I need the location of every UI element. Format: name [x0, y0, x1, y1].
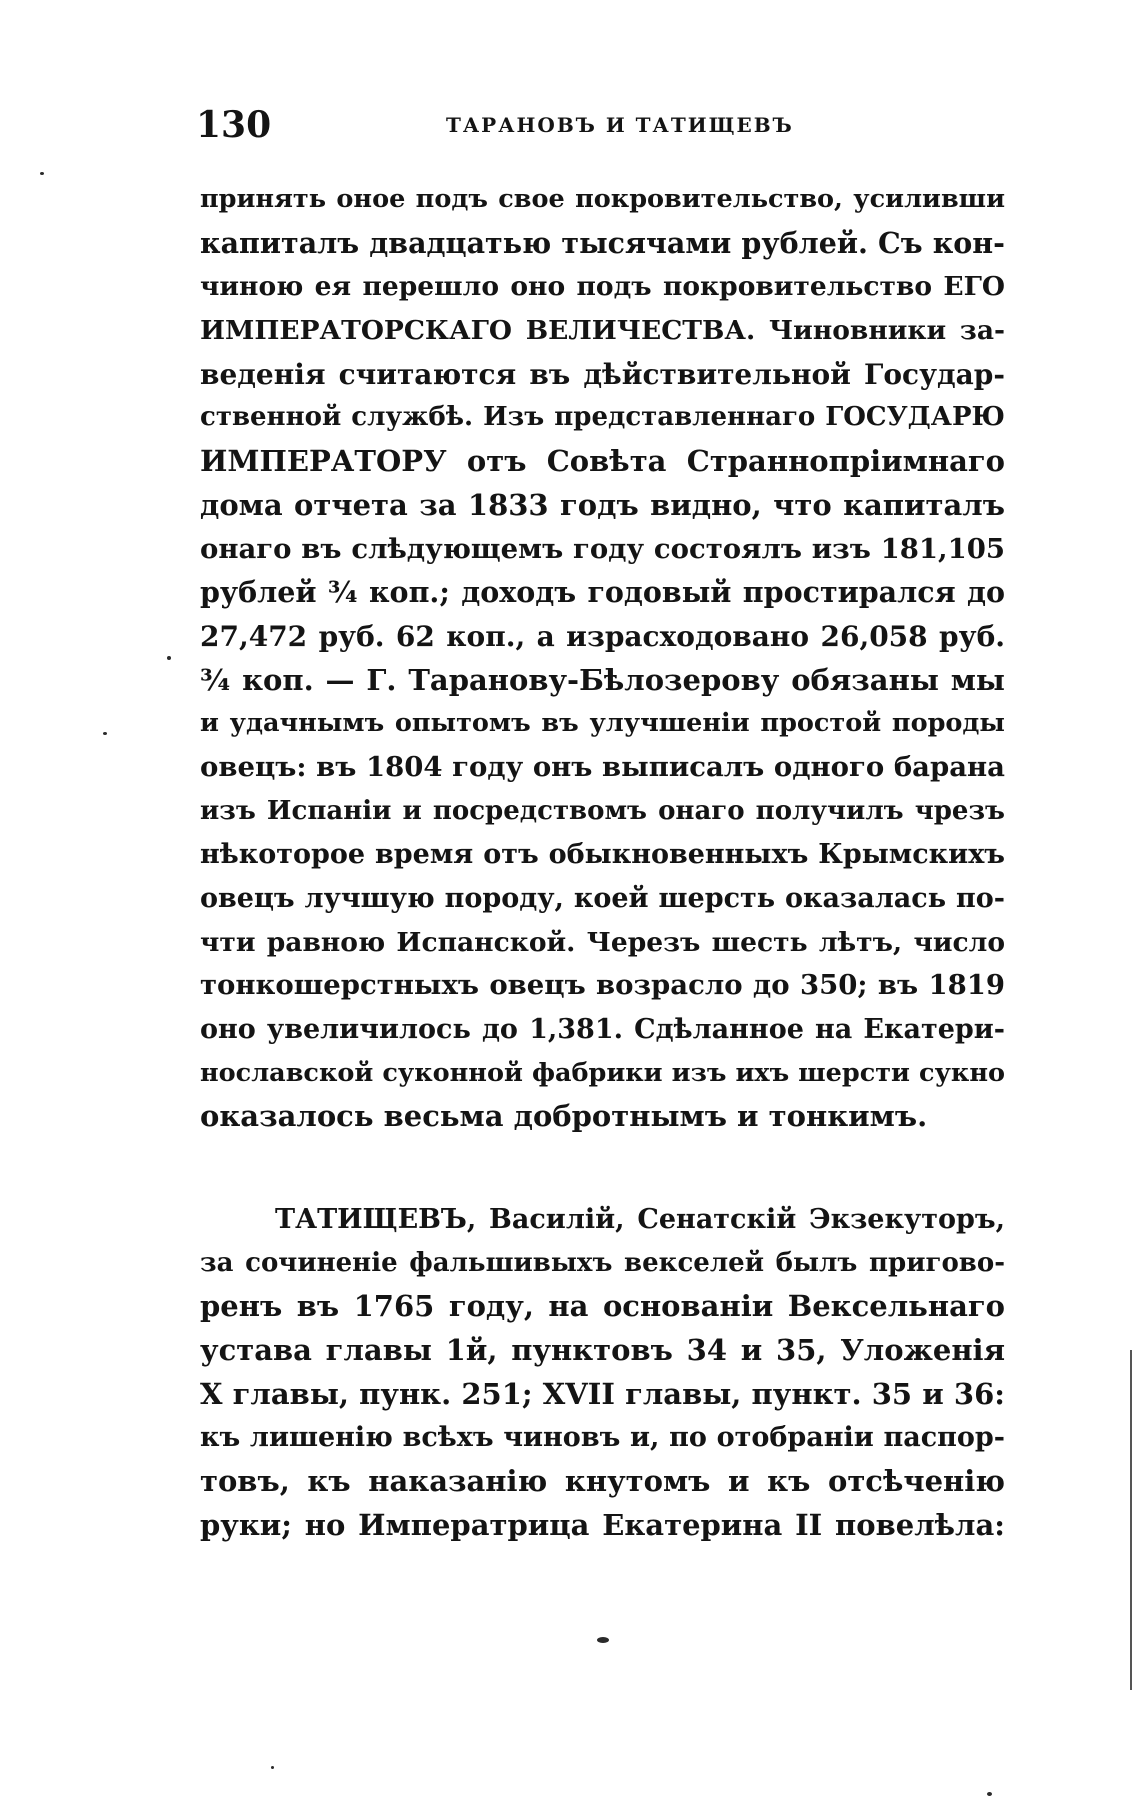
scan-speck	[103, 732, 107, 735]
running-head: ТАРАНОВЪ И ТАТИЩЕВЪ	[446, 113, 794, 137]
text-line: за сочиненіе фальшивыхъ векселей былъ пригово-	[200, 1247, 1005, 1278]
text-line: оказалось весьма добротнымъ и тонкимъ.	[200, 1099, 928, 1134]
text-line: руки; но Императрица Екатерина II повелѣла:	[200, 1507, 1005, 1542]
scan-speck	[987, 1792, 992, 1796]
text-line: къ лишенію всѣхъ чиновъ и, по отобраніи паспор-	[200, 1422, 1005, 1454]
text-line: и удачнымъ опытомъ въ улучшеніи простой породы	[200, 708, 1005, 739]
paragraph-tatishchev	[200, 1198, 1005, 1548]
text-line: ренъ въ 1765 году, на основаніи Вексельнаго	[200, 1289, 1005, 1324]
text-line: нославской суконной фабрики изъ ихъ шерсти сукно	[200, 1057, 1005, 1088]
text-line: оно увеличилось до 1,381. Сдѣланное на Екатери-	[200, 1014, 1005, 1046]
text-line: чиною ея перешло оно подъ покровительство ЕГО	[200, 271, 1005, 303]
text-line: принять оное подъ свое покровительство, усиливши	[200, 184, 1005, 214]
scan-speck	[597, 1637, 609, 1643]
scan-edge-line	[1130, 1350, 1132, 1690]
text-line: чти равною Испанской. Черезъ шесть лѣтъ, число	[200, 926, 1005, 958]
scan-speck	[167, 656, 171, 660]
text-line: X главы, пунк. 251; XVII главы, пункт. 35 и 36:	[200, 1376, 1005, 1411]
text-line: овецъ лучшую породу, коей шерсть оказалась по-	[200, 883, 1005, 914]
text-line: ИМПЕРАТОРСКАГО ВЕЛИЧЕСТВА. Чиновники за-	[200, 315, 1005, 347]
text-line: овецъ: въ 1804 году онъ выписалъ одного барана	[200, 750, 1005, 783]
text-line: товъ, къ наказанію кнутомъ и къ отсѣченію	[200, 1464, 1005, 1499]
text-line: устава главы 1й, пунктовъ 34 и 35, Уложенія	[200, 1333, 1005, 1368]
text-line: веденія считаются въ дѣйствительной Государ-	[200, 357, 1005, 391]
text-line: 27,472 руб. 62 коп., а израсходовано 26,058 руб.	[200, 619, 1005, 653]
page-number: 130	[196, 104, 272, 146]
text-line: ИМПЕРАТОРУ отъ Совѣта Страннопріимнаго	[200, 444, 1005, 479]
text-line: рублей ¾ коп.; доходъ годовый простирался до	[200, 575, 1005, 610]
text-line: изъ Испаніи и посредствомъ онаго получилъ чрезъ	[200, 795, 1005, 826]
text-line: нѣкоторое время отъ обыкновенныхъ Крымскихъ	[200, 839, 1005, 871]
text-line: тонкошерстныхъ овецъ возрасло до 350; въ 1819	[200, 969, 1005, 1002]
text-line: ТАТИЩЕВЪ, Василій, Сенатскій Экзекуторъ,	[275, 1204, 1005, 1235]
text-line: дома отчета за 1833 годъ видно, что капиталъ	[200, 487, 1005, 522]
text-line: онаго въ слѣдующемъ году состоялъ изъ 181,105	[200, 532, 1005, 565]
scan-speck	[271, 1766, 274, 1769]
scan-speck	[40, 172, 44, 175]
page-header	[196, 100, 996, 150]
text-line: капиталъ двадцатью тысячами рублей. Съ кон-	[200, 225, 1005, 260]
paragraph-taranov	[200, 178, 1005, 1139]
text-line: ¾ коп. — Г. Таранову-Бѣлозерову обязаны мы	[200, 662, 1005, 697]
text-line: ственной службѣ. Изъ представленнаго ГОСУДАРЮ	[200, 402, 1005, 433]
